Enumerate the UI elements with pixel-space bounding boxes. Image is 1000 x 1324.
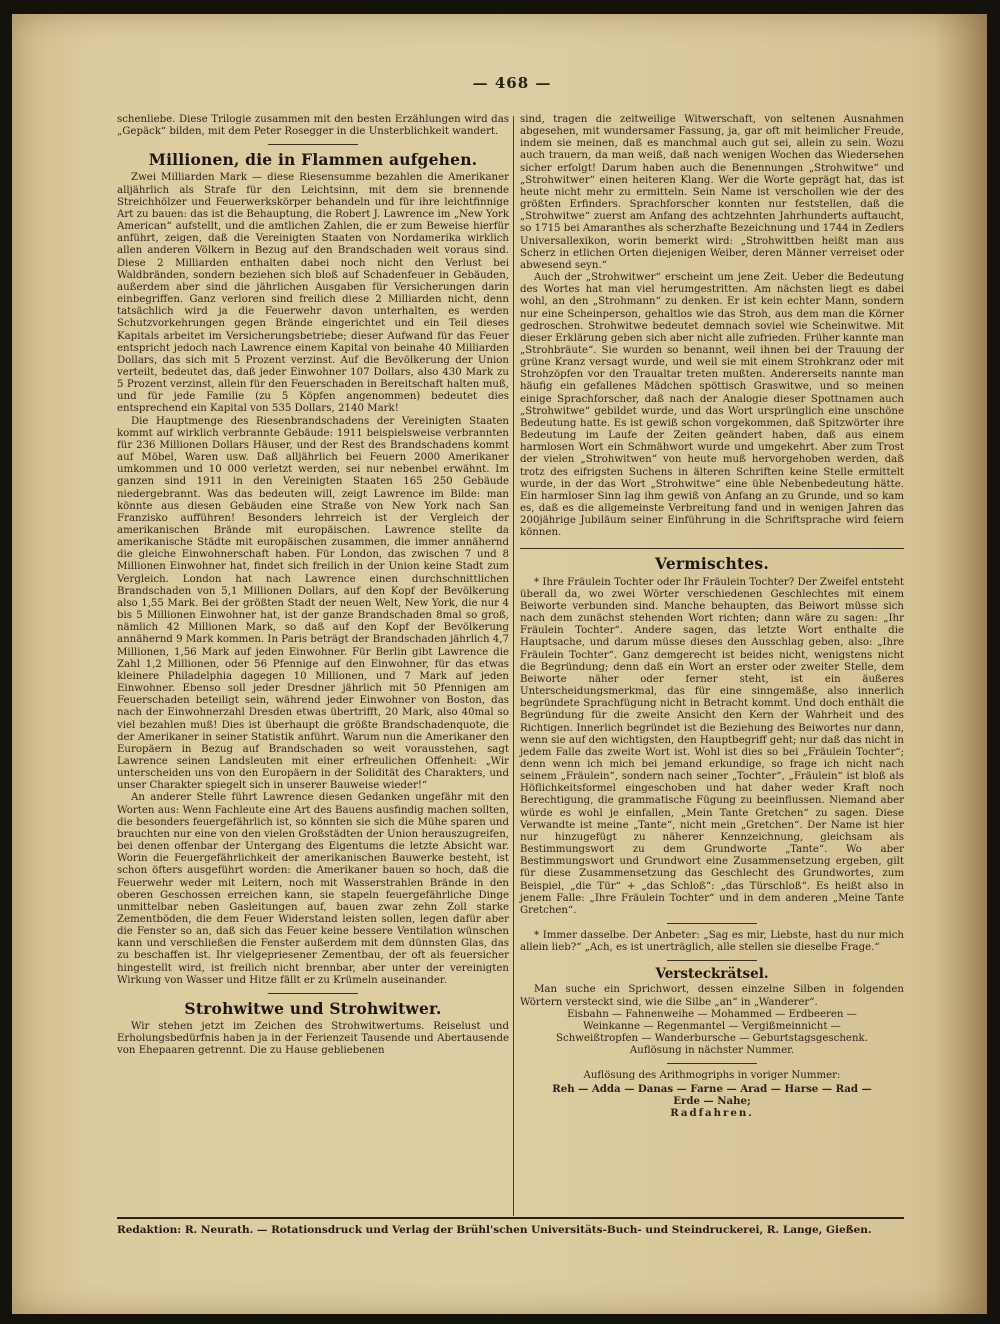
left-column (117, 114, 509, 1058)
puzzle-line: Weinkanne — Regenmantel — Vergißmeinnicht — (583, 1020, 841, 1032)
solution-line: Erde — Nahe; (673, 1094, 751, 1107)
article-continuation: sind, tragen die zeitweilige Witwerschaft, von seltenen Ausnahmen abgesehen, mit wundersamer Fassung, ja, gar oft mit heimlicher Freude, indem sie meinen, daß es manchmal auch gut sei, allein zu sein. Wozu auch trauern, da man weiß, daß nach wenigen Wochen das Wiedersehen sicher erfolgt! Darum haben auch die Benennungen „Strohwitwe“ und „Strohwitwer“ einen heiteren Klang. Wer die Worte geprägt hat, das ist heute nicht mehr zu ermitteln. Sein Name ist verschollen wie der des größten Erfinders. Sprachforscher konnten nur feststellen, daß die „Strohwitwe“ zuerst am Anfang des achtzehnten Jahrhunderts auftaucht, so 1715 bei Amaranthes als scherzhafte Bezeichnung und 1744 in Zedlers Universallexikon, worin bemerkt wird: „Strohwittben heißt man aus Scherz in etlichen Orten diejenigen Weiber, deren Männer verreiset oder abwesend seyn.“ (520, 114, 904, 271)
item-divider (667, 1063, 757, 1064)
article-paragraph: Die Hauptmenge des Riesenbrandschadens der Vereinigten Staaten kommt auf wirklich verbrannte Gebäude: 1911 beispielsweise verbrannten für 236 Millionen Dollars Häuser, und der Rest des Brandschadens kommt auf Möbel, Waren usw. Daß alljährlich bei Feuern 2000 Amerikaner umkommen und 10 000 verletzt werden, sei nur nebenbei erwähnt. Im ganzen sind 1911 in den Vereinigten Staaten 165 250 Gebäude niedergebrannt. Was das bedeuten will, zeigt Lawrence im Bilde: man könnte aus diesen Gebäuden eine Straße von New York nach San Franzisko aufführen! Besonders lehrreich ist der Vergleich der amerikanischen Brände mit europäischen. Lawrence stellte da amerikanische Städte mit europäischen zusammen, die immer annähernd die gleiche Einwohnerschaft haben. Für London, das zwischen 7 und 8 Millionen Einwohner hat, findet sich freilich in der Union keine Stadt zum Vergleich. London hat nach Lawrence einen durchschnittlichen Brandschaden von 5,1 Millionen Dollars, auf den Kopf der Bevölkerung also 1,55 Mark. Bei der größten Stadt der neuen Welt, New York, die nur 4 bis 5 Millionen Einwohner hat, ist der ganze Brandschaden 8mal so groß, nämlich 42 Millionen Mark, so daß auf den Kopf der Bevölkerung annähernd 9 Mark kommen. In Paris beträgt der Brandschaden jährlich 4,7 Millionen, 1,56 Mark auf jeden Einwohner. Für Berlin gibt Lawrence die Zahl 1,2 Millionen, oder 56 Pfennige auf den Einwohner, für das etwas kleinere Philadelphia dagegen 10 Millionen, und 7 Mark auf jeden Einwohner. Ebenso soll jeder Dresdner jährlich mit 50 Pfennigen am Feuerschaden beteiligt sein, während jeder Einwohner von Boston, das nach der Einwohnerzahl Dresden etwas übertrifft, 20 Mark, also 40mal so viel bezahlen muß! Dies ist überhaupt die größte Brandschadenquote, die der Amerikaner in seiner Statistik anführt. Warum nun die Amerikaner den Europäern in Bezug auf Brandschaden so weit vorausstehen, sagt Lawrence seinen Landsleuten mit einer erfreulichen Offenheit: „Wir unterscheiden uns von den Europäern in der Solidität des Charakters, und unser Charakter spiegelt sich in unserer Bauweise wieder!“ (117, 415, 509, 792)
section-divider (268, 993, 358, 994)
intro-paragraph: schenliebe. Diese Trilogie zusammen mit den besten Erzählungen wird das „Gepäck“ bilden, mit dem Peter Rosegger in die Unsterblichkeit wandert. (117, 114, 509, 138)
puzzle-intro: Man suche ein Sprichwort, dessen einzelne Silben in folgenden Wörtern versteckt sind, wie die Silbe „an“ in „Wanderer“. (520, 984, 904, 1008)
item-divider (667, 923, 757, 924)
solution-title: Auflösung des Arithmogriphs in voriger Nummer: (583, 1070, 841, 1082)
misc-item: * Immer dasselbe. Der Anbeter: „Sag es mir, Liebste, hast du nur mich allein lieb?“ „Ach, es ist unerträglich, alle stellen sie dieselbe Frage.“ (520, 930, 904, 954)
puzzle-solution-note: Auflösung in nächster Nummer. (629, 1045, 795, 1057)
solution-line: Reh — Adda — Danas — Farne — Arad — Harse — Rad — (552, 1082, 872, 1095)
section-divider (268, 144, 358, 145)
puzzle-line: Schweißtropfen — Wanderbursche — Geburtstagsgeschenk. (556, 1033, 868, 1045)
article-paragraph: Wir stehen jetzt im Zeichen des Strohwitwertums. Reiselust und Erholungsbedürfnis haben ja in der Ferienzeit Tausende und Abertausende von Ehepaaren getrennt. Die zu Hause gebliebenen (117, 1021, 509, 1057)
newspaper-page (12, 14, 987, 1314)
section-title-vermischtes: Vermischtes. (655, 554, 769, 574)
puzzle-line: Eisbahn — Fahnenweihe — Mohammed — Erdbeeren — (567, 1008, 857, 1020)
right-column (520, 114, 904, 1119)
article-paragraph: Zwei Milliarden Mark — diese Riesensumme bezahlen die Amerikaner alljährlich als Strafe für den Leichtsinn, mit dem sie brennende Streichhölzer und Feuerwerkskörper behandeln und für ihre leichtfinnige Art zu bauen: das ist die Behauptung, die Robert J. Lawrence im „New York American“ aufstellt, und die amtlichen Zahlen, die er zum Beweise hierfür anführt, zeigen, daß die Vereinigten Staaten von Nordamerika wirklich allen anderen Völkern in Bezug auf den Brandschaden weit voraus sind. Diese 2 Milliarden enthalten dabei noch nicht den Verlust bei Waldbränden, sondern beziehen sich bloß auf Schadenfeuer in Gebäuden, außerdem aber sind die jährlichen Ausgaben für Versicherungen darin einbegriffen. Ganz verloren sind freilich diese 2 Milliarden nicht, denn tatsächlich wird ja die Feuerwehr davon unterhalten, es werden Schutzvorkehrungen gegen Brände eingerichtet und ein Teil dieses Kapitals arbeitet im Versicherungsbetriebe; dieser Aufwand für das Feuer entspricht jedoch nach Lawrence einem Kapital von beinahe 40 Milliarden Dollars, das sich mit 5 Prozent verzinst. Auf die Bevölkerung der Union verteilt, bedeutet das, daß jeder Einwohner 107 Dollars, also 430 Mark zu 5 Prozent verzinst, allein für den Feuerschaden in Bereitschaft halten muß, und für jede Familie (zu 5 Köpfen angenommen) bedeutet dies entsprechend ein Kapital von 535 Dollars, 2140 Mark! (117, 172, 509, 415)
imprint-footer: Redaktion: R. Neurath. — Rotationsdruck und Verlag der Brühl'schen Universitäts-Buch- und Steindruckerei, R. Lange, Gießen. (117, 1224, 872, 1236)
column-divider (513, 116, 514, 1216)
article-paragraph: An anderer Stelle führt Lawrence diesen Gedanken ungefähr mit den Worten aus: Wenn Fachleute eine Art des Bauens ausfindig machen sollten, die besonders feuergefährlich ist, so könnten sie sich die Mühe sparen und brauchten nur eine von den vielen Großstädten der Union herauszugreifen, bei denen offenbar der Untergang des Eigentums die letzte Absicht war. Worin die Feuergefährlichkeit der amerikanischen Bauwerke besteht, ist schon öfters ausgeführt worden: die Amerikaner bauen so hoch, daß die Feuerwehr weder mit Leitern, noch mit Wasserstrahlen Brände in den oberen Geschossen erreichen kann, sie stapeln feuergefährliche Dinge unmittelbar neben Gasleitungen auf, bauen zwar zehn Zoll starke Zementböden, die dem Feuer Widerstand leisten sollen, legen dafür aber die Fenster so an, daß sich das Feuer keine bessere Ventilation wünschen kann und verschließen die Fenster außerdem mit dem dünnsten Glas, das zu beschaffen ist. Ihr vielgepriesener Zementbau, der oft als feuersicher hingestellt wird, ist freilich nicht brennbar, aber unter der vereinigten Wirkung von Wasser und Hitze fällt er zu Krümeln auseinander. (117, 792, 509, 986)
article-paragraph: Auch der „Strohwitwer“ erscheint um jene Zeit. Ueber die Bedeutung des Wortes hat man viel herumgestritten. Am nächsten liegt es dabei wohl, an den „Strohmann“ zu denken. Er ist kein echter Mann, sondern nur eine Scheinperson, gehaltlos wie das Stroh, aus dem man die Körner gedroschen. Strohwitwe bedeutet demnach soviel wie Scheinwitwe. Mit dieser Erklärung geben sich aber nicht alle zufrieden. Früher kannte man „Strohbräute“. Sie wurden so benannt, weil ihnen bei der Trauung der grüne Kranz versagt wurde, und weil sie mit einem Strohkranz oder mit Strohzöpfen vor den Traualtar treten mußten. Andererseits nannte man häufig ein gefallenes Mädchen spöttisch Graswitwe, und so meinen einige Sprachforscher, daß nach der Analogie dieser Spottnamen auch „Strohwitwe“ gebildet wurde, und das Wort ursprünglich eine unschöne Bedeutung hatte. Es ist gewiß schon vorgekommen, daß Spitzwörter ihre Bedeutung im Laufe der Zeiten geändert haben, daß aus einem harmlosen Wort ein Schmähwort wurde und umgekehrt. Aber zum Trost der vielen „Strohwitwen“ von heute muß hervorgehoben werden, daß trotz des eifrigsten Suchens in älteren Schriften keine Stelle ermittelt wurde, in der das Wort „Strohwitwe“ eine üble Nebenbedeutung hätte. Ein harmloser Sinn lag ihm gewiß von Anfang an zu Grunde, und so kam es, daß es die allgemeinste Verbreitung fand und in wenigen Jahren das 200jährige Jubiläum seiner Einführung in die Schriftsprache wird feiern können. (520, 272, 904, 539)
section-divider (667, 960, 757, 961)
page-edge-shadow (935, 14, 987, 1314)
puzzle-title: Versteckrätsel. (655, 966, 769, 983)
article-title-millionen: Millionen, die in Flammen aufgehen. (148, 150, 478, 170)
footer-rule (117, 1217, 904, 1219)
page-number: — 468 — (472, 74, 552, 92)
misc-item: * Ihre Fräulein Tochter oder Ihr Fräulein Tochter? Der Zweifel entsteht überall da, wo zwei Wörter verschiedenen Geschlechtes mit einem Beiworte verbunden sind. Manche behaupten, das Beiwort müsse sich nach dem zunächst stehenden Wort richten; dann wäre zu sagen: „Ihr Fräulein Tochter“. Andere sagen, das letzte Wort enthalte die Hauptsache, und darum müsse dieses den Ausschlag geben, also: „Ihre Fräulein Tochter“. Ganz demgerecht ist beides nicht, wenigstens nicht die Begründung; denn daß ein Wort an erster oder zweiter Stelle, dem Beiworte näher oder ferner steht, ist ein äußeres Unterscheidungsmerkmal, das für eine sinngemäße, also innerlich begründete Sprachfügung nicht in Betracht kommt. Und doch enthält die Begründung für die zweite Ansicht den Kern der Wahrheit und des Richtigen. Innerlich begründet ist die Beziehung des Beiwortes nur dann, wenn sie auf den wichtigsten, den Hauptbegriff geht; nur daß das nicht in jedem Falle das zweite Wort ist. Wohl ist dies so bei „Fräulein Tochter“; denn wenn ich mich bei jemand erkundige, so frage ich nicht nach seinem „Fräulein“, sondern nach seiner „Tochter“, „Fräulein“ ist bloß als Höflichkeitsformel eingeschoben und hat daher weder Kraft noch Berechtigung, die grammatische Fügung zu beeinflussen. Niemand aber würde es wohl je einfallen, „Mein Tante Gretchen“ zu sagen. Diese Verwandte ist meine „Tante“, nicht mein „Gretchen“. Der Name ist hier nur hinzugefügt zu näherer Kennzeichnung, gleichsam als Bestimmungswort zu dem Grundworte „Tante“. Wo aber Bestimmungswort und Grundwort eine Zusammensetzung ergeben, gilt für diese Zusammensetzung das Geschlecht des Grundwortes, zum Beispiel, „die Tür“ + „das Schloß“: „das Türschloß“. Es heißt also in jenem Falle: „Ihre Fräulein Tochter“ und in dem anderen „Meine Tante Gretchen“. (520, 576, 904, 916)
section-divider (520, 548, 904, 549)
article-title-strohwitwe: Strohwitwe und Strohwitwer. (184, 998, 442, 1018)
solution-answer: Radfahren. (670, 1106, 754, 1119)
